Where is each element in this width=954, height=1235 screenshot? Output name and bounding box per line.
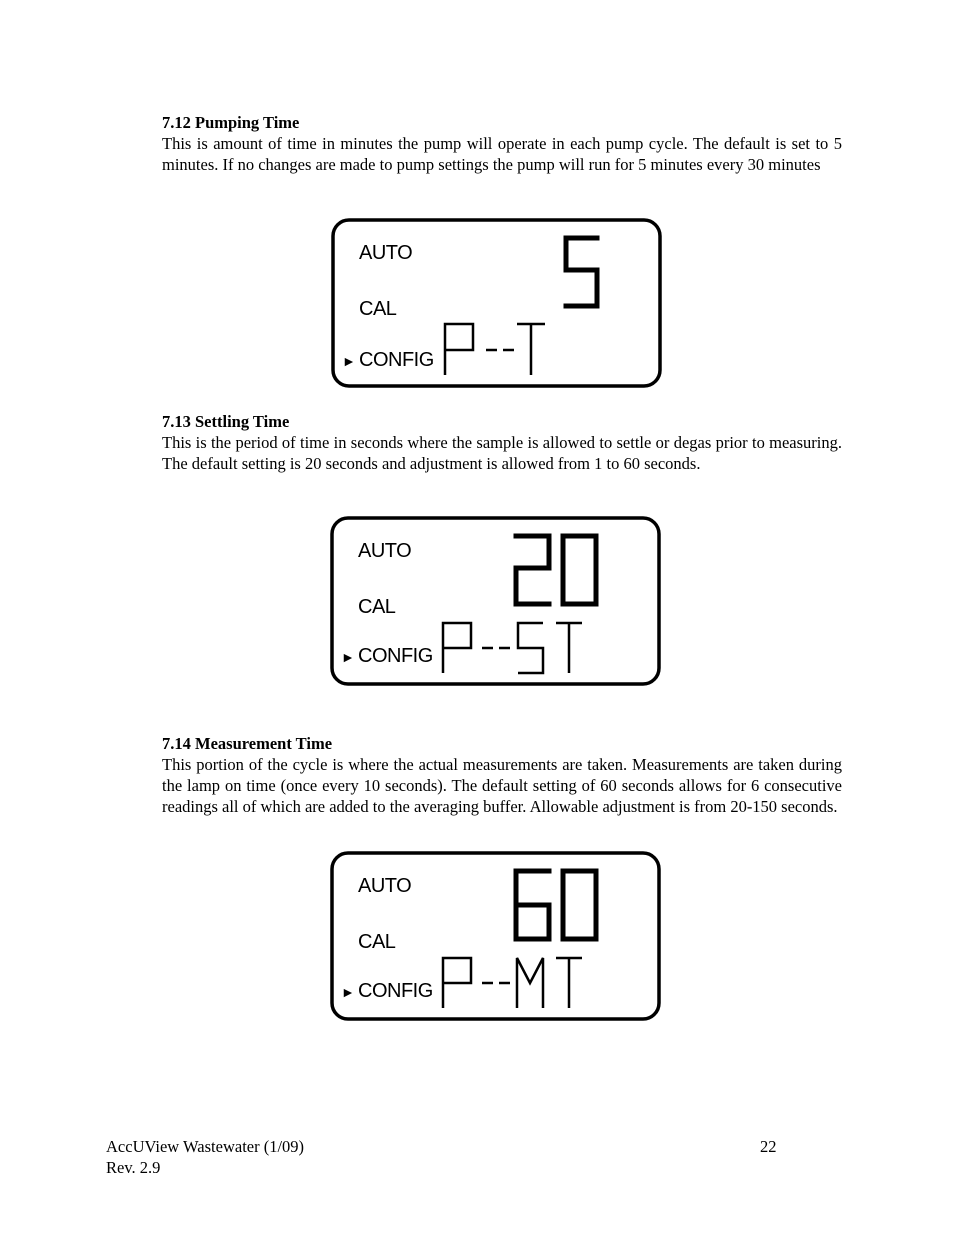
selector-arrow-icon: ► [342,353,356,369]
mode-cal-label: CAL [358,931,396,953]
section-heading: 7.14 Measurement Time [162,734,333,753]
footer-doc-info [106,1136,304,1178]
mode-config-label: CONFIG [358,645,433,667]
section-pumping-time [162,112,842,175]
section-measurement-time [162,733,842,817]
footer-page-number: 22 [760,1137,777,1156]
section-body: This is the period of time in seconds where the sample is allowed to settle or degas prior to measuring. The default setting is 20 seconds and adjustment is allowed from 1 to 60 seconds. [162,433,842,473]
footer-doc-title: AccUView Wastewater (1/09) [106,1137,305,1156]
mode-auto-label: AUTO [359,242,413,264]
mode-auto-label: AUTO [358,875,412,897]
display-code-text [330,1021,331,1022]
mode-cal-label: CAL [359,298,397,320]
section-body: This is amount of time in minutes the pump will operate in each pump cycle. The default is set to 5 minutes. If no changes are made to pump settings the pump will run for 5 minutes every 30 minutes [162,134,842,174]
selector-arrow-icon: ► [341,984,355,1000]
lcd-display-settling-time [330,516,662,686]
section-body: This portion of the cycle is where the actual measurements are taken. Measurements are taken during the lamp on time (once every 10 seconds). The default setting of 60 seconds allows for 6 consecutive readings all of which are added to the averaging buffer. Allowable adjustment is from 20-150 seconds. [162,755,842,816]
display-code-text [330,686,331,687]
section-settling-time [162,411,842,474]
selector-arrow-icon: ► [341,649,355,665]
lcd-display-pumping-time [331,218,663,388]
section-heading: 7.12 Pumping Time [162,113,300,132]
mode-auto-label: AUTO [358,540,412,562]
lcd-display-measurement-time [330,851,662,1021]
display-value-text [330,1021,331,1022]
mode-config-label: CONFIG [359,349,434,371]
mode-config-label: CONFIG [358,980,433,1002]
section-heading: 7.13 Settling Time [162,412,290,431]
footer-revision: Rev. 2.9 [106,1158,161,1177]
display-value-text [330,686,331,687]
display-value-text [331,388,332,389]
mode-cal-label: CAL [358,596,396,618]
display-code-text [331,388,332,389]
